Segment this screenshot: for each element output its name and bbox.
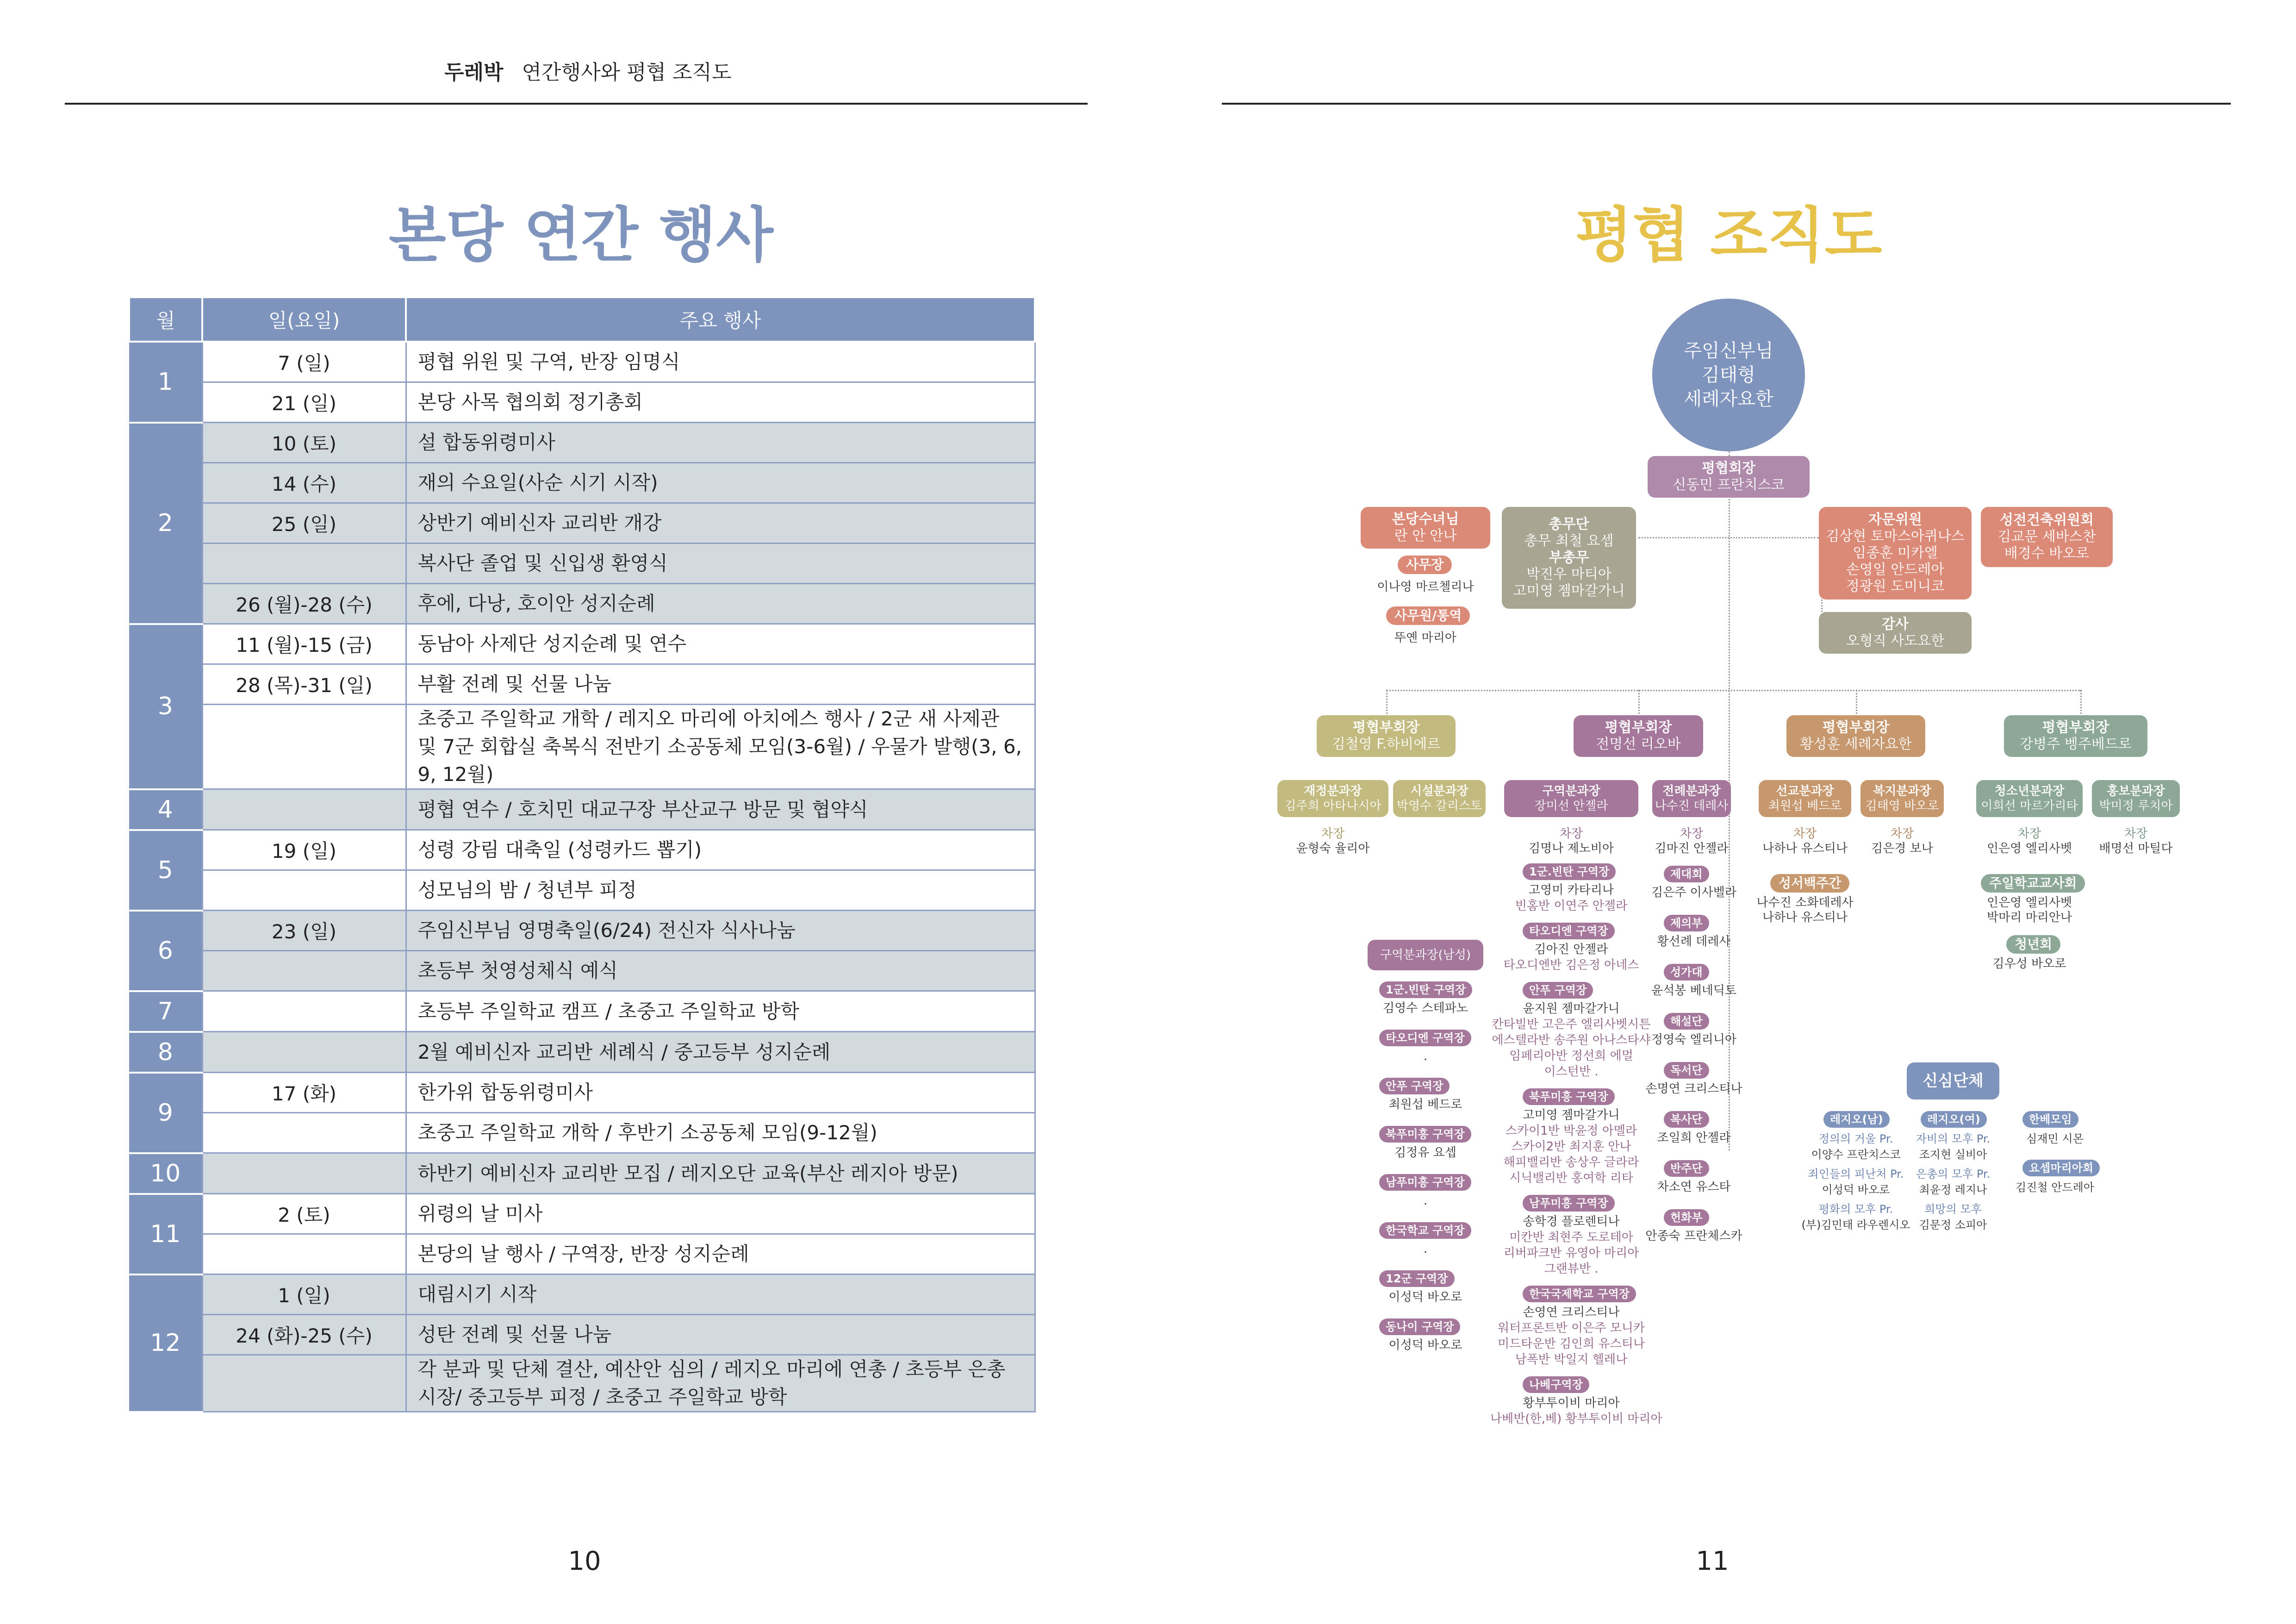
deputy-title: 차장	[2124, 827, 2148, 841]
deputy-welfare	[1860, 826, 1944, 856]
date-cell	[202, 1234, 406, 1274]
dept-title: 전례분과장	[1662, 784, 1721, 798]
dept-name: 김태영 바오로	[1865, 799, 1939, 813]
male-district-leader: 김정유 요셉	[1394, 1146, 1456, 1160]
event-cell: 부활 전례 및 선물 나눔	[406, 664, 1035, 705]
faith-group-line: 정의의 거울 Pr.	[1818, 1132, 1893, 1145]
district-member: 나베반(한,베) 황부투이비 마리아	[1490, 1412, 1662, 1426]
liturgy-badge: 독서단	[1664, 1062, 1709, 1079]
general-l3: 박진우 마티아	[1526, 566, 1612, 582]
page-number-right: 11	[1696, 1546, 1729, 1576]
deputy-finance	[1277, 826, 1388, 856]
date-cell	[202, 789, 406, 830]
month-cell: 8	[129, 1032, 202, 1073]
table-row	[129, 911, 1035, 951]
nun-node	[1361, 507, 1490, 549]
district-badge: 북푸미흥 구역장	[1523, 1088, 1615, 1105]
dept-name: 이희선 마르가리타	[1981, 799, 2078, 813]
district-badge: 한국국제학교 구역장	[1523, 1286, 1636, 1302]
deputy-title: 차장	[1559, 827, 1583, 841]
vp-name: 강병주 벵주베드로	[2020, 736, 2132, 752]
date-cell: 7 (일)	[202, 342, 406, 382]
annual-events-table	[128, 296, 1036, 1413]
office-manager-name: 이나영 마르첼리나	[1377, 580, 1474, 594]
date-cell: 28 (목)-31 (일)	[202, 664, 406, 705]
general-affairs-node	[1502, 507, 1636, 609]
event-cell: 초중고 주일학교 개학 / 후반기 소공동체 모임(9-12월)	[406, 1113, 1035, 1153]
event-cell: 복사단 졸업 및 신입생 환영식	[406, 543, 1035, 584]
col-header-event: 주요 행사	[406, 297, 1035, 342]
president-node	[1648, 456, 1810, 498]
event-cell: 설 합동위령미사	[406, 423, 1035, 463]
male-district-leader: .	[1423, 1049, 1428, 1063]
faith-group-line: 김문정 소피아	[1919, 1218, 1987, 1231]
event-cell: 초등부 첫영성체식 예식	[406, 951, 1035, 991]
faith-title: 신심단체	[1923, 1072, 1984, 1090]
date-cell	[202, 1355, 406, 1412]
header-rule-right	[1222, 103, 2231, 105]
faith-group-line: 평화의 모후 Pr.	[1818, 1203, 1893, 1216]
male-district-badge: 한국학교 구역장	[1379, 1222, 1471, 1239]
table-row	[129, 664, 1035, 705]
event-cell: 평협 위원 및 구역, 반장 임명식	[406, 342, 1035, 382]
faith-group-line: 이양수 프란치스코	[1811, 1148, 1901, 1161]
liturgy-leader: 안종숙 프란체스카	[1645, 1229, 1742, 1243]
deputy-name: 인은영 엘리사벳	[1986, 842, 2072, 856]
header-publication: 두레박	[444, 61, 504, 84]
deputy-name: 나하나 유스티나	[1762, 842, 1848, 856]
sunday-school-members	[1976, 895, 2083, 925]
dept-youth	[1976, 780, 2083, 817]
event-cell: 2월 예비신자 교리반 세례식 / 중고등부 성지순례	[406, 1032, 1035, 1073]
deputy-district	[1504, 826, 1638, 856]
table-header-row	[129, 297, 1035, 342]
event-cell: 위령의 날 미사	[406, 1194, 1035, 1234]
advisor-l4: 정광원 도미니코	[1846, 578, 1945, 594]
date-cell: 26 (월)-28 (수)	[202, 584, 406, 624]
table-row	[129, 789, 1035, 830]
date-cell	[202, 705, 406, 789]
building-l2: 배경수 바오로	[2004, 545, 2090, 562]
vp-node-1	[1317, 715, 1456, 757]
date-cell	[202, 870, 406, 911]
faith-group-line: 자비의 모후 Pr.	[1916, 1132, 1991, 1145]
office-staff-name: 뚜옌 마리아	[1394, 631, 1456, 645]
date-cell	[202, 543, 406, 584]
faith-group-badge: 레지오(남)	[1823, 1111, 1890, 1128]
advisor-l3: 손영일 안드레아	[1846, 562, 1945, 578]
date-cell: 21 (일)	[202, 382, 406, 423]
advisor-l2: 임종훈 미카엘	[1853, 545, 1938, 561]
table-row	[129, 1355, 1035, 1412]
vp-title: 평협부회장	[2042, 719, 2109, 736]
liturgy-badge: 복사단	[1664, 1111, 1709, 1128]
male-district-badge: 남푸미흥 구역장	[1379, 1174, 1471, 1191]
district-member: 타오디엔반 김은정 아네스	[1503, 958, 1639, 972]
month-cell: 5	[129, 830, 202, 911]
vp-name: 황성훈 세례자요한	[1800, 736, 1912, 752]
event-cell: 성모님의 밤 / 청년부 피정	[406, 870, 1035, 911]
date-cell: 2 (토)	[202, 1194, 406, 1234]
table-row	[129, 503, 1035, 543]
event-cell: 초등부 주일학교 캠프 / 초중고 주일학교 방학	[406, 991, 1035, 1032]
faith-group-line: 심재민 시몬	[2026, 1132, 2084, 1145]
male-district-leader: .	[1423, 1194, 1428, 1208]
liturgy-leader: 황선례 데레사	[1657, 935, 1731, 949]
table-row	[129, 1234, 1035, 1274]
event-cell: 주임신부님 영명축일(6/24) 전신자 식사나눔	[406, 911, 1035, 951]
deputy-title: 차장	[1321, 827, 1345, 841]
male-district-badge: 타오디엔 구역장	[1379, 1030, 1471, 1046]
faith-group-badge: 레지오(여)	[1921, 1111, 1987, 1128]
dept-facility	[1393, 780, 1486, 817]
faith-group-line: 은총의 모후 Pr.	[1916, 1168, 1991, 1181]
header-section: 연간행사와 평협 조직도	[522, 61, 732, 84]
table-row	[129, 1153, 1035, 1194]
event-cell: 대림시기 시작	[406, 1274, 1035, 1315]
liturgy-badge: 제대회	[1664, 866, 1709, 882]
header-rule-left	[65, 103, 1088, 105]
date-cell: 19 (일)	[202, 830, 406, 870]
audit-title: 감사	[1882, 616, 1909, 632]
month-cell: 1	[129, 342, 202, 423]
district-member: 시닉밸리반 홍여학 리타	[1509, 1171, 1633, 1185]
event-cell: 평협 연수 / 호치민 대교구장 부산교구 방문 및 협약식	[406, 789, 1035, 830]
event-cell: 본당 사목 협의회 정기총회	[406, 382, 1035, 423]
dept-title: 홍보분과장	[2107, 784, 2165, 798]
col-header-month: 월	[129, 297, 202, 342]
liturgy-badge: 헌화부	[1664, 1209, 1709, 1226]
deputy-name: 김명나 제노비아	[1528, 842, 1614, 856]
page-number-left: 10	[568, 1546, 601, 1576]
male-district-leader: 최원섭 베드로	[1388, 1098, 1462, 1112]
district-badge: 남푸미흥 구역장	[1523, 1195, 1615, 1212]
male-district-leader: 이성덕 바오로	[1388, 1290, 1462, 1304]
liturgy-leader: 정영숙 엘리니아	[1651, 1033, 1737, 1047]
dept-name: 박미정 루치아	[2099, 799, 2173, 813]
deputy-title: 차장	[2017, 827, 2041, 841]
month-cell: 12	[129, 1274, 202, 1412]
date-cell: 25 (일)	[202, 503, 406, 543]
district-member: 김아진 안젤라	[1534, 943, 1608, 956]
month-cell: 3	[129, 624, 202, 789]
general-title: 총무단	[1549, 516, 1589, 532]
event-cell: 성령 강림 대축일 (성령카드 뽑기)	[406, 830, 1035, 870]
dept-name: 박영수 갈리스토	[1396, 799, 1482, 813]
faith-group-badge: 한베모임	[2022, 1111, 2078, 1128]
vp-node-4	[2004, 715, 2147, 757]
deputy-mission	[1749, 826, 1860, 856]
deputy-liturgy	[1652, 826, 1731, 856]
vp-title: 평협부회장	[1352, 719, 1420, 736]
date-cell: 1 (일)	[202, 1274, 406, 1315]
faith-group-line: 조지현 실비아	[1919, 1148, 1987, 1161]
president-name: 신동민 프란치스코	[1673, 477, 1785, 493]
pastor-title: 주임신부님	[1684, 340, 1773, 362]
page-header	[444, 56, 732, 85]
member-line: 인은영 엘리사벳	[1986, 896, 2072, 910]
district-member: 스카이1반 박윤정 아멜라	[1505, 1124, 1637, 1138]
district-badge: 1군.빈탄 구역장	[1523, 863, 1616, 880]
district-member: 손영연 크리스티나	[1523, 1305, 1620, 1319]
district-badge: 나베구역장	[1523, 1376, 1589, 1393]
date-cell: 14 (수)	[202, 463, 406, 503]
page-title-left: 본당 연간 행사	[388, 201, 773, 270]
bible-study-members	[1749, 895, 1860, 925]
dept-pr	[2092, 780, 2180, 817]
member-line: 박마리 마리안나	[1986, 911, 2072, 924]
table-row	[129, 705, 1035, 789]
date-cell: 24 (화)-25 (수)	[202, 1315, 406, 1355]
vp-title: 평협부회장	[1605, 719, 1672, 736]
date-cell: 11 (월)-15 (금)	[202, 624, 406, 664]
audit-name: 오형직 사도요한	[1846, 633, 1945, 649]
district-member: 이스턴반 .	[1544, 1065, 1599, 1079]
male-district-badge: 1군.빈탄 구역장	[1379, 981, 1472, 998]
office-staff-badge: 사무원/통역	[1386, 606, 1470, 625]
general-l4: 고미영 젬마갈가니	[1513, 583, 1625, 599]
liturgy-badge: 해설단	[1664, 1013, 1709, 1030]
district-member: 임페리아반 정선희 에멀	[1509, 1049, 1633, 1063]
male-district-leader: .	[1423, 1242, 1428, 1256]
deputy-name: 김은경 보나	[1871, 842, 1933, 856]
event-cell: 본당의 날 행사 / 구역장, 반장 성지순례	[406, 1234, 1035, 1274]
nun-name: 란 안 안나	[1394, 528, 1457, 544]
deputy-name: 윤형숙 율리아	[1296, 842, 1370, 856]
month-cell: 7	[129, 991, 202, 1032]
month-cell: 4	[129, 789, 202, 830]
pastor-node	[1652, 299, 1805, 451]
liturgy-leader: 차소연 유스타	[1657, 1180, 1731, 1194]
district-member: 스카이2반 최지훈 안나	[1511, 1140, 1631, 1154]
table-row	[129, 342, 1035, 382]
district-badge: 타오디엔 구역장	[1523, 923, 1615, 939]
deputy-pr	[2092, 826, 2180, 856]
district-member: 그랜뷰반 .	[1544, 1262, 1599, 1276]
table-row	[129, 624, 1035, 664]
youth-group-name: 김우성 바오로	[1992, 957, 2066, 971]
dept-liturgy	[1652, 780, 1731, 817]
event-cell: 상반기 예비신자 교리반 개강	[406, 503, 1035, 543]
event-cell: 한가위 합동위령미사	[406, 1073, 1035, 1113]
faith-group-line: 희망의 모후	[1924, 1203, 1982, 1216]
deputy-name: 배명선 마틸다	[2099, 842, 2173, 856]
table-row	[129, 991, 1035, 1032]
liturgy-badge: 반주단	[1664, 1160, 1709, 1177]
building-l1: 김교문 세바스찬	[1997, 529, 2096, 545]
nun-title: 본당수녀님	[1392, 511, 1459, 527]
general-l1: 총무 최철 요셉	[1524, 533, 1614, 549]
dept-district	[1504, 780, 1638, 817]
dept-title: 재정분과장	[1304, 784, 1362, 798]
event-cell: 후에, 다낭, 호이안 성지순례	[406, 584, 1035, 624]
event-cell: 초중고 주일학교 개학 / 레지오 마리에 아치에스 행사 / 2군 새 사제관 및 7군 회합실 축복식 전반기 소공동체 모임(3-6월) / 우물가 발행(3, 6, 9, 12월)	[406, 705, 1035, 789]
faith-group-line: 최윤정 레지나	[1919, 1183, 1987, 1196]
event-cell: 성탄 전례 및 선물 나눔	[406, 1315, 1035, 1355]
dept-title: 청소년분과장	[1994, 784, 2065, 798]
president-title: 평협회장	[1702, 460, 1755, 476]
dept-name: 김주희 아타나시아	[1284, 799, 1381, 813]
male-district-badge: 12군 구역장	[1379, 1270, 1455, 1287]
building-committee-node	[1981, 507, 2113, 567]
event-cell: 재의 수요일(사순 시기 시작)	[406, 463, 1035, 503]
district-member: 에스텔라반 송주원 아나스타샤	[1492, 1033, 1651, 1047]
deputy-youth	[1976, 826, 2083, 856]
event-cell: 동남아 사제단 성지순례 및 연수	[406, 624, 1035, 664]
advisor-l1: 김상현 토마스아퀴나스	[1826, 528, 1965, 544]
month-cell: 9	[129, 1073, 202, 1153]
vp-name: 전명선 리오바	[1596, 736, 1681, 752]
liturgy-leader: 김은주 이사벨라	[1651, 886, 1737, 899]
table-row	[129, 1032, 1035, 1073]
district-member: 미칸반 최현주 도로테아	[1509, 1230, 1633, 1244]
male-district-head: 구역분과장(남성)	[1368, 940, 1483, 970]
date-cell	[202, 1113, 406, 1153]
dept-mission	[1759, 780, 1851, 817]
month-cell: 10	[129, 1153, 202, 1194]
vp-node-3	[1786, 715, 1925, 757]
male-district-leader: 김영수 스테파노	[1382, 1001, 1468, 1015]
district-member: 리버파크반 유영아 마리아	[1503, 1246, 1639, 1260]
member-line: 나하나 유스티나	[1762, 911, 1848, 924]
date-cell: 17 (화)	[202, 1073, 406, 1113]
advisor-title: 자문위원	[1868, 512, 1922, 528]
month-cell: 2	[129, 423, 202, 624]
advisor-node	[1819, 507, 1972, 600]
table-row	[129, 382, 1035, 423]
liturgy-leader: 조일희 안젤라	[1657, 1131, 1731, 1145]
faith-group-line: 김진철 안드레아	[2016, 1181, 2094, 1194]
dept-title: 선교분과장	[1776, 784, 1834, 798]
table-row	[129, 584, 1035, 624]
vp-node-2	[1574, 715, 1703, 757]
faith-group-badge: 요셉마리아회	[2022, 1160, 2100, 1176]
dept-finance	[1277, 780, 1388, 817]
dept-name: 장미선 안젤라	[1534, 799, 1608, 813]
pastor-saint: 세례자요한	[1684, 388, 1773, 410]
district-member: 칸타빌반 고은주 엘리사벳시튼	[1492, 1018, 1651, 1031]
district-member: 미드타운반 김인희 유스티나	[1498, 1337, 1645, 1351]
month-cell: 11	[129, 1194, 202, 1274]
male-district-badge: 북푸미흥 구역장	[1379, 1126, 1471, 1143]
deputy-title: 차장	[1680, 827, 1704, 841]
month-cell: 6	[129, 911, 202, 991]
date-cell	[202, 951, 406, 991]
col-header-date: 일(요일)	[202, 297, 406, 342]
dept-title: 복지분과장	[1873, 784, 1931, 798]
dept-name: 최원섭 베드로	[1768, 799, 1842, 813]
deputy-title: 차장	[1890, 827, 1914, 841]
male-district-badge: 동나이 구역장	[1379, 1318, 1460, 1335]
event-cell: 각 분과 및 단체 결산, 예산안 심의 / 레지오 마리에 연총 / 초등부 은총시장/ 중고등부 피정 / 초중고 주일학교 방학	[406, 1355, 1035, 1412]
dept-welfare	[1860, 780, 1944, 817]
table-row	[129, 1194, 1035, 1234]
district-member: 황부투이비 마리아	[1523, 1396, 1620, 1410]
vp-name: 김철영 F.하비에르	[1332, 736, 1441, 752]
district-member: 송학경 플로렌티나	[1523, 1215, 1620, 1229]
page-title-right: 평협 조직도	[1575, 201, 1882, 270]
date-cell	[202, 991, 406, 1032]
table-row	[129, 830, 1035, 870]
district-member: 고미영 젬마갈가니	[1523, 1108, 1620, 1122]
date-cell: 23 (일)	[202, 911, 406, 951]
district-badge: 안푸 구역장	[1523, 982, 1593, 999]
table-row	[129, 1315, 1035, 1355]
district-member: 빈홈반 이연주 안젤라	[1515, 899, 1628, 913]
table-row	[129, 951, 1035, 991]
liturgy-badge: 성가대	[1664, 964, 1709, 981]
district-member: 고영미 카타리나	[1528, 883, 1614, 897]
member-line: 나수진 소화데레사	[1756, 896, 1854, 910]
liturgy-badge: 제의부	[1664, 915, 1709, 931]
deputy-title: 차장	[1793, 827, 1817, 841]
faith-group-line: 죄인들의 피난처 Pr.	[1808, 1168, 1904, 1181]
youth-group-badge: 청년회	[2006, 935, 2060, 954]
male-district-leader: 이성덕 바오로	[1388, 1338, 1462, 1352]
liturgy-leader: 윤석봉 베네딕토	[1651, 984, 1737, 998]
table-row	[129, 463, 1035, 503]
office-manager-badge: 사무장	[1398, 556, 1452, 574]
vp-title: 평협부회장	[1822, 719, 1890, 736]
faith-group-line: (부)김민태 라우렌시오	[1801, 1218, 1910, 1231]
table-row	[129, 423, 1035, 463]
date-cell	[202, 1153, 406, 1194]
table-row	[129, 1073, 1035, 1113]
audit-node	[1819, 612, 1972, 654]
table-row	[129, 870, 1035, 911]
general-l2: 부총무	[1549, 550, 1589, 566]
male-district-badge: 안푸 구역장	[1379, 1078, 1450, 1094]
date-cell: 10 (토)	[202, 423, 406, 463]
district-member: 윤지원 젬마갈가니	[1523, 1002, 1620, 1016]
table-row	[129, 543, 1035, 584]
table-row	[129, 1274, 1035, 1315]
sunday-school-badge: 주일학교교사회	[1981, 874, 2085, 893]
dept-name: 나수진 데레사	[1655, 799, 1729, 813]
liturgy-leader: 손명연 크리스티나	[1645, 1082, 1742, 1096]
bible-study-badge: 성서백주간	[1770, 874, 1849, 893]
faith-group-line: 이성덕 바오로	[1822, 1183, 1890, 1196]
pastor-name: 김태형	[1702, 364, 1755, 386]
dept-title: 시설분과장	[1410, 784, 1468, 798]
district-member: 해피밸리반 송상우 글라라	[1503, 1156, 1639, 1169]
event-cell: 하반기 예비신자 교리반 모집 / 레지오단 교육(부산 레지아 방문)	[406, 1153, 1035, 1194]
deputy-name: 김마진 안젤라	[1655, 842, 1729, 856]
faith-groups-node	[1907, 1062, 1999, 1099]
table-row	[129, 1113, 1035, 1153]
date-cell	[202, 1032, 406, 1073]
district-member: 워터프론트반 이은주 모니카	[1498, 1321, 1645, 1335]
dept-title: 구역분과장	[1542, 784, 1600, 798]
district-member: 남폭반 박일지 헬레나	[1515, 1353, 1628, 1367]
building-title: 성전건축위원회	[2000, 512, 2094, 528]
